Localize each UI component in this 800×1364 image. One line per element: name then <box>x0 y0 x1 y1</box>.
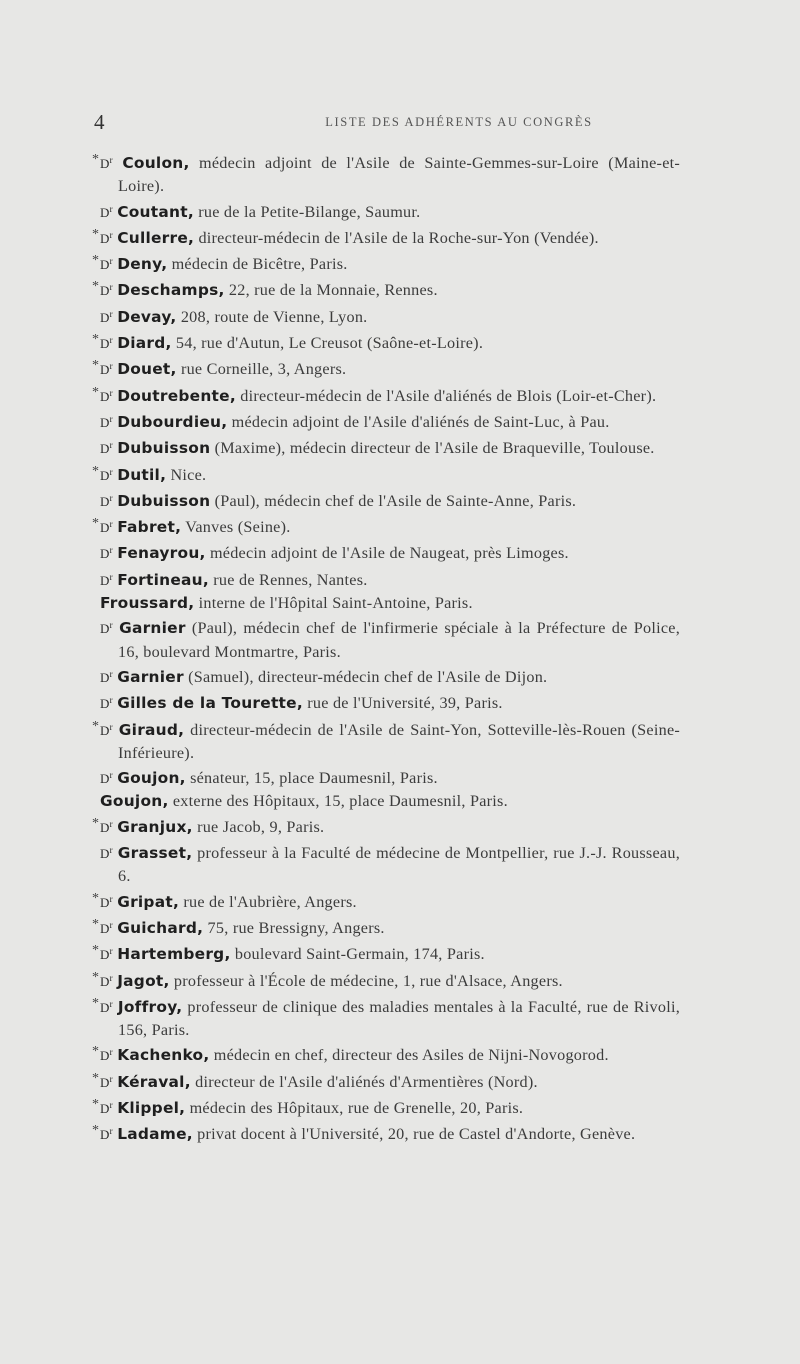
member-name: Dubuisson <box>117 439 211 458</box>
member-name: Gripat, <box>117 892 180 911</box>
member-title-letter: D <box>100 1074 110 1090</box>
member-entry <box>92 149 681 198</box>
attendance-mark: * <box>92 815 100 831</box>
attendance-mark: * <box>92 152 100 167</box>
member-name: Ladame, <box>117 1125 193 1144</box>
member-title <box>100 283 113 298</box>
member-title-sup: r <box>109 1047 113 1058</box>
attendance-mark: * <box>92 995 100 1011</box>
member-name: Klippel, <box>117 1098 186 1117</box>
member-title <box>100 205 113 220</box>
attendance-mark: * <box>92 1070 100 1086</box>
member-entry <box>100 566 680 592</box>
attendance-mark: * <box>92 226 100 242</box>
member-title-sup: r <box>109 972 113 983</box>
member-title <box>100 1000 113 1015</box>
member-name: Goujon, <box>100 792 169 811</box>
member-name: Douet, <box>117 360 177 379</box>
member-list <box>92 149 681 1147</box>
member-entry <box>92 940 680 966</box>
member-details: professeur à la Faculté de médecine de Montpellier, rue J.-J. Rousseau, 6. <box>118 844 680 886</box>
member-title-letter: D <box>100 1048 110 1064</box>
member-title-sup: r <box>109 818 113 829</box>
member-details: 54, rue d'Autun, Le Creusot (Saône-et-Loire). <box>175 334 484 353</box>
member-entry <box>92 1120 680 1146</box>
member-title-letter: D <box>100 520 110 536</box>
member-title <box>100 846 113 861</box>
member-title-letter: D <box>100 230 110 246</box>
member-title <box>100 723 113 738</box>
member-entry <box>100 198 680 224</box>
member-name: Deny, <box>117 255 168 274</box>
member-details: médecin adjoint de l'Asile de Naugeat, près Limoges. <box>209 544 569 563</box>
member-title-letter: D <box>100 572 110 588</box>
member-entry <box>92 813 680 839</box>
member-title-letter: D <box>100 441 110 457</box>
member-name: Fortineau, <box>117 570 209 589</box>
member-title-sup: r <box>109 203 113 214</box>
member-title-sup: r <box>109 282 113 293</box>
member-details: (Paul), médecin chef de l'Asile de Sainte-Anne, Paris. <box>214 491 577 510</box>
member-title <box>100 1075 113 1090</box>
member-title-letter: D <box>100 204 110 220</box>
member-title-sup: r <box>109 721 113 732</box>
member-name: Coulon, <box>122 154 190 172</box>
member-title-letter: D <box>100 546 110 562</box>
member-title <box>100 494 113 509</box>
member-entry <box>92 1041 680 1067</box>
member-name: Garnier <box>117 667 184 686</box>
member-name: Jagot, <box>117 971 170 990</box>
member-title <box>100 771 113 786</box>
member-title <box>100 362 113 377</box>
member-title-letter: D <box>100 846 110 862</box>
member-name: Granjux, <box>117 817 193 836</box>
member-name: Dutil, <box>117 465 167 484</box>
member-entry <box>92 276 680 302</box>
member-title <box>100 468 113 483</box>
member-name: Froussard, <box>100 594 195 613</box>
member-title <box>100 921 113 936</box>
member-entry <box>92 355 680 381</box>
member-title <box>100 156 113 171</box>
member-title <box>100 336 113 351</box>
member-title-letter: D <box>100 920 110 936</box>
member-entry <box>92 224 680 250</box>
member-details: 208, route de Vienne, Lyon. <box>180 307 368 326</box>
member-title-sup: r <box>109 466 113 477</box>
member-title-letter: D <box>100 819 110 835</box>
member-title-sup: r <box>109 919 113 930</box>
member-entry <box>100 790 680 812</box>
member-title-sup: r <box>109 413 113 424</box>
member-name: Kéraval, <box>117 1072 191 1091</box>
member-entry <box>92 382 680 408</box>
member-title-letter: D <box>100 156 110 171</box>
member-details: rue de la Petite-Bilange, Saumur. <box>198 202 421 221</box>
member-details: professeur à l'École de médecine, 1, rue d'Alsace, Angers. <box>173 971 563 990</box>
member-title-letter: D <box>100 696 110 712</box>
member-details: rue Corneille, 3, Angers. <box>180 360 347 379</box>
attendance-mark: * <box>92 463 100 479</box>
member-name: Grasset, <box>117 844 193 863</box>
member-name: Fabret, <box>117 518 182 537</box>
member-title <box>100 621 113 636</box>
member-details: (Paul), médecin chef de l'infirmerie spéciale à la Préfecture de Police, 16, boulevard Montmartre, Paris. <box>118 619 681 661</box>
member-title-letter: D <box>100 467 110 483</box>
member-entry <box>100 839 680 888</box>
member-entry <box>100 303 680 329</box>
member-title-sup: r <box>109 695 113 706</box>
member-details: boulevard Saint-Germain, 174, Paris. <box>234 945 485 964</box>
member-title-letter: D <box>100 283 110 299</box>
member-title <box>100 310 113 325</box>
member-entry <box>100 614 680 663</box>
member-title-sup: r <box>109 620 113 631</box>
member-title-sup: r <box>109 492 113 503</box>
member-details: médecin en chef, directeur des Asiles de Nijni-Novogorod. <box>213 1046 609 1065</box>
member-entry <box>100 408 680 434</box>
attendance-mark: * <box>92 332 100 348</box>
member-entry <box>100 764 680 790</box>
member-title-letter: D <box>100 973 110 989</box>
member-title-sup: r <box>109 256 113 267</box>
attendance-mark: * <box>92 1123 100 1139</box>
member-details: externe des Hôpitaux, 15, place Daumesnil, Paris. <box>172 792 508 811</box>
member-title <box>100 947 113 962</box>
member-details: 75, rue Bressigny, Angers. <box>207 918 385 937</box>
member-details: rue de Rennes, Nantes. <box>213 570 368 589</box>
member-name: Fenayrou, <box>117 544 206 563</box>
member-title <box>100 546 113 561</box>
member-name: Devay, <box>117 307 177 326</box>
member-details: (Samuel), directeur-médecin chef de l'Asile de Dijon. <box>188 667 548 686</box>
member-details: professeur de clinique des maladies mentales à la Faculté, rue de Rivoli, 156, Paris. <box>118 997 680 1040</box>
member-entry <box>92 914 680 940</box>
member-title-sup: r <box>109 571 113 582</box>
member-name: Diard, <box>117 334 172 353</box>
member-entry <box>92 461 680 487</box>
attendance-mark: * <box>92 718 100 734</box>
member-title-letter: D <box>100 894 110 910</box>
member-title <box>100 257 113 272</box>
attendance-mark: * <box>92 384 100 400</box>
member-title <box>100 895 113 910</box>
member-title-sup: r <box>109 229 113 240</box>
member-entry <box>92 1094 680 1120</box>
member-details: sénateur, 15, place Daumesnil, Paris. <box>190 769 438 788</box>
member-details: rue de l'Aubrière, Angers. <box>183 892 357 911</box>
running-title: LISTE DES ADHÉRENTS AU CONGRÈS <box>325 115 593 129</box>
member-details: privat docent à l'Université, 20, rue de Castel d'Andorte, Genève. <box>197 1125 636 1144</box>
member-title <box>100 415 113 430</box>
member-entry <box>100 689 680 715</box>
member-title-sup: r <box>109 893 113 904</box>
member-title-sup: r <box>109 519 113 530</box>
member-details: médecin adjoint de l'Asile de Sainte-Gemmes-sur-Loire (Maine-et-Loire). <box>118 154 681 196</box>
member-title <box>100 1101 113 1116</box>
member-title-sup: r <box>109 770 113 781</box>
member-title <box>100 696 113 711</box>
member-details: interne de l'Hôpital Saint-Antoine, Paris. <box>198 594 473 613</box>
member-details: (Maxime), médecin directeur de l'Asile de Braqueville, Toulouse. <box>214 439 655 458</box>
member-entry <box>92 888 680 914</box>
member-title-letter: D <box>100 257 110 273</box>
member-title-letter: D <box>100 336 110 352</box>
member-title-sup: r <box>109 998 113 1009</box>
member-details: médecin adjoint de l'Asile d'aliénés de Saint-Luc, à Pau. <box>231 412 610 431</box>
member-details: rue Jacob, 9, Paris. <box>197 817 325 836</box>
member-title-sup: r <box>109 1099 113 1110</box>
member-details: directeur-médecin de l'Asile de Saint-Yon, Sotteville-lès-Rouen (Seine-Inférieure). <box>118 720 681 762</box>
member-title-sup: r <box>109 440 113 451</box>
member-entry <box>92 250 680 276</box>
member-name: Kachenko, <box>117 1046 210 1065</box>
member-title <box>100 1048 113 1063</box>
member-title <box>100 1127 113 1142</box>
attendance-mark: * <box>92 969 100 985</box>
member-title <box>100 974 113 989</box>
member-title-letter: D <box>100 947 110 963</box>
attendance-mark: * <box>92 1096 100 1112</box>
member-title-sup: r <box>109 387 113 398</box>
member-entry <box>92 967 680 993</box>
member-entry <box>92 329 680 355</box>
member-name: Cullerre, <box>117 228 195 247</box>
member-title <box>100 520 113 535</box>
member-details: rue de l'Université, 39, Paris. <box>307 694 503 713</box>
member-title <box>100 441 113 456</box>
attendance-mark: * <box>92 943 100 959</box>
member-title <box>100 389 113 404</box>
member-title-letter: D <box>100 1100 110 1116</box>
member-title-sup: r <box>109 361 113 372</box>
member-details: directeur de l'Asile d'aliénés d'Armentières (Nord). <box>195 1072 538 1091</box>
member-title-sup: r <box>109 946 113 957</box>
member-name: Deschamps, <box>117 281 225 300</box>
page-number: 4 <box>94 110 105 134</box>
member-details: directeur-médecin de l'Asile d'aliénés de Blois (Loir-et-Cher). <box>240 386 657 405</box>
page-header <box>94 110 714 134</box>
attendance-mark: * <box>92 516 100 532</box>
member-title-letter: D <box>100 362 110 378</box>
member-name: Dubourdieu, <box>117 412 228 431</box>
member-title <box>100 231 113 246</box>
member-title-letter: D <box>100 1127 110 1143</box>
member-details: médecin de Bicêtre, Paris. <box>171 255 348 274</box>
member-title-sup: r <box>109 335 113 346</box>
member-title <box>100 670 113 685</box>
attendance-mark: * <box>92 358 100 374</box>
member-name: Doutrebente, <box>117 386 236 405</box>
member-details: Nice. <box>170 465 207 484</box>
member-title-letter: D <box>100 414 110 430</box>
member-entry <box>100 592 680 614</box>
member-title-letter: D <box>100 621 110 637</box>
member-entry <box>100 663 680 689</box>
member-name: Coutant, <box>117 202 194 221</box>
member-entry <box>92 716 681 765</box>
member-title-letter: D <box>100 771 110 787</box>
member-title-sup: r <box>109 1126 113 1137</box>
member-title-letter: D <box>100 669 110 685</box>
member-title-letter: D <box>100 388 110 404</box>
member-details: 22, rue de la Monnaie, Rennes. <box>228 281 438 300</box>
member-title-sup: r <box>109 155 113 165</box>
attendance-mark: * <box>92 279 100 295</box>
attendance-mark: * <box>92 890 100 906</box>
member-name: Giraud, <box>118 720 185 739</box>
member-title <box>100 820 113 835</box>
member-name: Garnier <box>119 619 186 638</box>
member-name: Guichard, <box>117 918 204 937</box>
member-title-letter: D <box>100 722 110 738</box>
member-title-sup: r <box>109 1073 113 1084</box>
member-entry <box>100 434 680 460</box>
member-entry <box>92 513 680 539</box>
member-title-letter: D <box>100 999 110 1015</box>
member-name: Dubuisson <box>117 491 211 510</box>
member-name: Goujon, <box>117 769 186 788</box>
attendance-mark: * <box>92 253 100 269</box>
member-title-sup: r <box>109 845 113 856</box>
member-title-sup: r <box>109 308 113 319</box>
member-title-letter: D <box>100 493 110 509</box>
member-details: directeur-médecin de l'Asile de la Roche-sur-Yon (Vendée). <box>198 228 599 247</box>
member-title-sup: r <box>109 668 113 679</box>
member-details: Vanves (Seine). <box>185 518 291 537</box>
member-entry <box>92 1068 680 1094</box>
member-entry <box>92 993 680 1042</box>
member-title-sup: r <box>109 545 113 556</box>
member-details: médecin des Hôpitaux, rue de Grenelle, 20, Paris. <box>189 1098 524 1117</box>
member-title <box>100 573 113 588</box>
attendance-mark: * <box>92 916 100 932</box>
member-name: Hartemberg, <box>117 945 231 964</box>
attendance-mark: * <box>92 1044 100 1060</box>
member-name: Gilles de la Tourette, <box>117 694 303 713</box>
member-entry <box>100 487 680 513</box>
member-title-letter: D <box>100 309 110 325</box>
member-name: Joffroy, <box>117 997 183 1016</box>
member-entry <box>100 539 680 565</box>
